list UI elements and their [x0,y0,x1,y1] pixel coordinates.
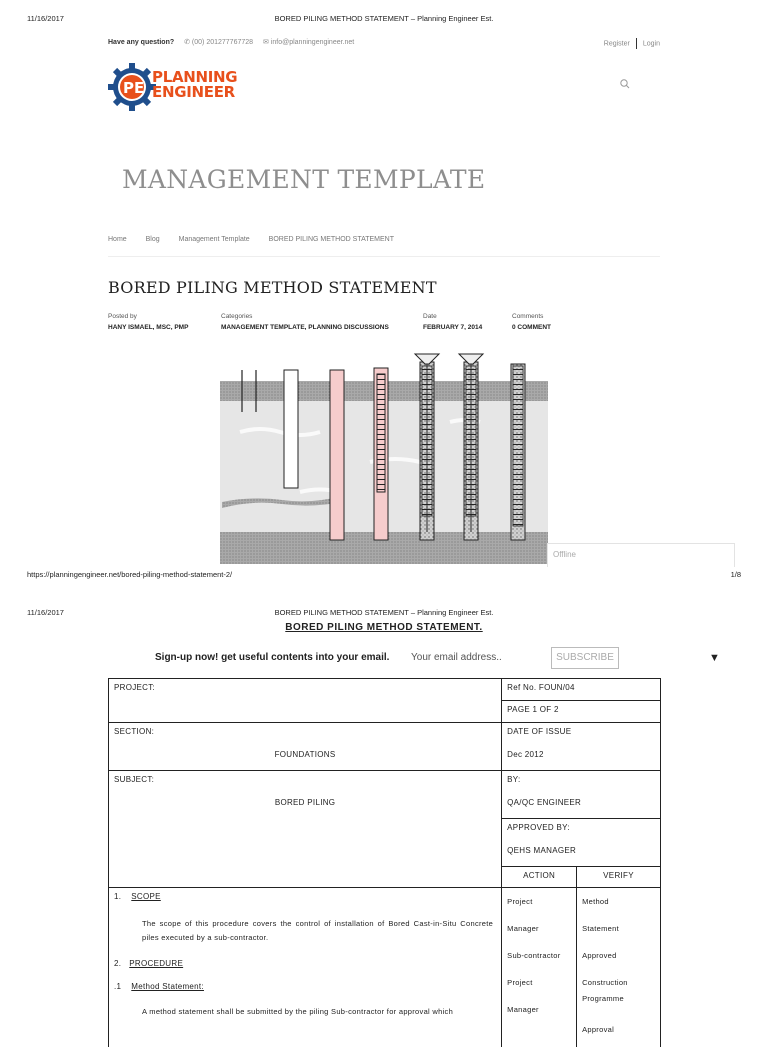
project-cell: PROJECT: [109,679,502,723]
register-link[interactable]: Register [604,40,630,47]
phone-link[interactable]: ✆ (00) 201277767728 [184,39,253,46]
section-cell: SECTION: FOUNDATIONS [109,723,502,771]
question-text: Have any question? [108,39,174,46]
scope-text: The scope of this procedure covers the control of installation of Bored Cast-in-Situ Concrete piles executed by a sub-contractor. [142,917,493,945]
document-heading: BORED PILING METHOD STATEMENT. [0,622,768,633]
procedure-heading: PROCEDURE [129,959,183,968]
page-of-cell: PAGE 1 OF 2 [502,701,661,723]
login-link[interactable]: Login [643,40,660,47]
envelope-icon: ✉ [263,39,269,46]
print-footer-url: https://planningengineer.net/bored-piling-method-statement-2/ [27,570,232,579]
print-header-date-2: 11/16/2017 [27,608,64,617]
categories-link[interactable]: MANAGEMENT TEMPLATE, PLANNING DISCUSSIONS [221,324,389,331]
meta-date: Date FEBRUARY 7, 2014 [423,313,482,331]
logo-wordmark[interactable]: PLANNING ENGINEER [152,70,237,100]
print-header-date: 11/16/2017 [27,14,64,23]
subject-cell: SUBJECT: BORED PILING [109,771,502,888]
breadcrumb-category[interactable]: Management Template [179,236,250,243]
breadcrumb-divider [108,256,660,257]
subscribe-button[interactable]: SUBSCRIBE [551,647,619,669]
by-cell: BY: QA/QC ENGINEER [502,771,661,819]
breadcrumb-blog[interactable]: Blog [146,236,160,243]
divider [636,38,637,49]
offline-chat-widget[interactable]: Offline [547,543,735,567]
breadcrumb-current: BORED PILING METHOD STATEMENT [269,236,394,243]
scope-heading: SCOPE [131,892,161,901]
approved-by-cell: APPROVED BY: QEHS MANAGER [502,819,661,867]
email-link[interactable]: ✉ info@planningengineer.net [263,39,354,46]
hero-title: MANAGEMENT TEMPLATE [122,165,485,194]
method-statement-form [108,678,661,1047]
print-header-title: BORED PILING METHOD STATEMENT – Planning Engineer Est. [0,14,768,23]
meta-categories: Categories MANAGEMENT TEMPLATE, PLANNING DISCUSSIONS [221,313,389,331]
comments-link[interactable]: 0 COMMENT [512,324,551,331]
action-column: Project Manager Sub-contractor Project Manager [502,888,577,1047]
date-issue-cell: DATE OF ISSUE Dec 2012 [502,723,661,771]
caret-down-icon[interactable]: ▼ [709,652,720,664]
meta-posted-by: Posted by HANY ISMAEL, MSC, PMP [108,313,188,331]
ref-no-cell: Ref No. FOUN/04 [502,679,661,701]
phone-icon: ✆ [184,39,190,46]
email-input[interactable]: Your email address.. [411,652,502,663]
top-contact-bar [108,38,660,52]
verify-column: Method Statement Approved Construction Programme Approval [577,888,661,1047]
breadcrumb-home[interactable]: Home [108,236,127,243]
search-icon[interactable] [619,78,631,90]
action-header: ACTION [502,867,577,888]
method-text: A method statement shall be submitted by the piling Sub-contractor for approval which [142,1007,493,1016]
meta-comments: Comments 0 COMMENT [512,313,551,331]
author-link[interactable]: HANY ISMAEL, MSC, PMP [108,324,188,331]
method-heading: Method Statement: [131,982,204,991]
procedure-body-cell: 1. SCOPE The scope of this procedure covers the control of installation of Bored Cast-in-Situ Concrete piles executed by a sub-contractor. 2. PROCEDURE .1 Method Statement: A method statement shall be submitted by the piling Sub-contractor for approval which [109,888,502,1047]
piling-sequence-illustration [220,352,548,564]
svg-text:PE: PE [123,79,144,97]
verify-header: VERIFY [577,867,661,888]
print-header-title-2: BORED PILING METHOD STATEMENT – Planning Engineer Est. [0,608,768,617]
breadcrumb [108,236,411,243]
print-footer-page: 1/8 [731,570,741,579]
signup-text: Sign-up now! get useful contents into your email. [155,652,389,663]
article-title: BORED PILING METHOD STATEMENT [108,278,437,297]
